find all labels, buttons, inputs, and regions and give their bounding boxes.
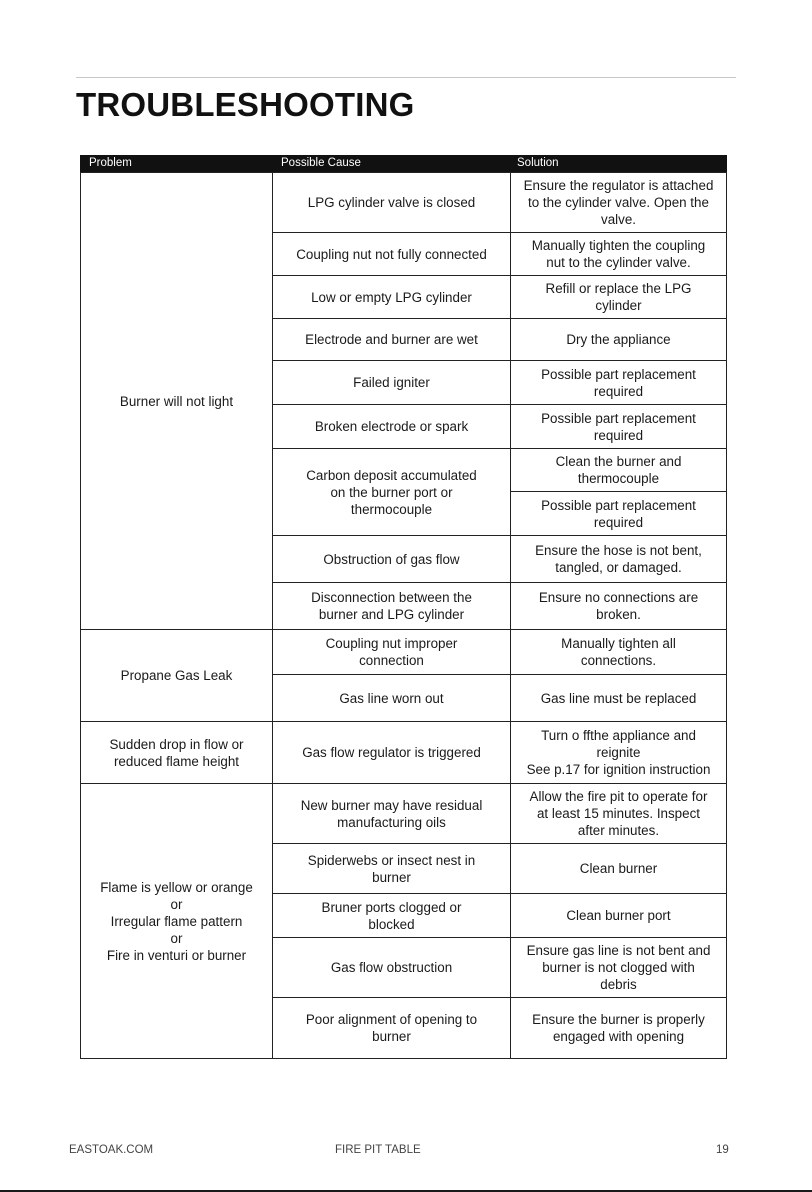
solution-cell: Ensure gas line is not bent and burner is not clogged with debris <box>510 937 727 998</box>
solution-cell: Possible part replacement required <box>510 404 727 449</box>
top-divider <box>76 77 736 78</box>
solution-cell: Possible part replacement required <box>510 360 727 405</box>
problem-cell: Flame is yellow or orange or Irregular flame pattern or Fire in venturi or burner <box>80 783 273 1059</box>
solution-cell: Ensure the regulator is attached to the cylinder valve. Open the valve. <box>510 172 727 233</box>
header-problem: Problem <box>80 155 272 172</box>
solution-cell: Clean burner port <box>510 893 727 938</box>
footer-product-name: FIRE PIT TABLE <box>335 1144 421 1156</box>
cause-cell: Gas flow regulator is triggered <box>272 721 511 784</box>
cause-cell: Gas flow obstruction <box>272 937 511 998</box>
cause-cell: Coupling nut not fully connected <box>272 232 511 276</box>
solution-cell: Allow the fire pit to operate for at least 15 minutes. Inspect after minutes. <box>510 783 727 844</box>
header-possible-cause: Possible Cause <box>272 155 510 172</box>
troubleshooting-table <box>80 155 727 1060</box>
solution-cell: Refill or replace the LPG cylinder <box>510 275 727 319</box>
header-solution: Solution <box>510 155 727 172</box>
footer-page-number: 19 <box>716 1144 729 1156</box>
cause-cell: Poor alignment of opening to burner <box>272 997 511 1059</box>
problem-cell: Sudden drop in flow or reduced flame height <box>80 721 273 784</box>
solution-cell: Turn o ffthe appliance and reignite See p.17 for ignition instruction <box>510 721 727 784</box>
footer-website: EASTOAK.COM <box>69 1144 154 1156</box>
problem-cell: Propane Gas Leak <box>80 629 273 722</box>
cause-cell: New burner may have residual manufacturing oils <box>272 783 511 844</box>
cause-cell: Broken electrode or spark <box>272 404 511 449</box>
cause-cell: Gas line worn out <box>272 674 511 722</box>
solution-cell: Dry the appliance <box>510 318 727 361</box>
cause-cell: Disconnection between the burner and LPG cylinder <box>272 582 511 630</box>
cause-cell: Bruner ports clogged or blocked <box>272 893 511 938</box>
problem-cell: Burner will not light <box>80 172 273 630</box>
solution-cell: Clean the burner and thermocouple <box>510 448 727 492</box>
solution-cell: Manually tighten all connections. <box>510 629 727 675</box>
cause-cell: Coupling nut improper connection <box>272 629 511 675</box>
solution-cell: Possible part replacement required <box>510 491 727 536</box>
cause-cell: Carbon deposit accumulated on the burner port or thermocouple <box>272 448 511 536</box>
solution-cell: Manually tighten the coupling nut to the cylinder valve. <box>510 232 727 276</box>
solution-cell: Clean burner <box>510 843 727 894</box>
cause-cell: Electrode and burner are wet <box>272 318 511 361</box>
solution-cell: Ensure no connections are broken. <box>510 582 727 630</box>
cause-cell: Spiderwebs or insect nest in burner <box>272 843 511 894</box>
cause-cell: LPG cylinder valve is closed <box>272 172 511 233</box>
cause-cell: Failed igniter <box>272 360 511 405</box>
solution-cell: Ensure the hose is not bent, tangled, or damaged. <box>510 535 727 583</box>
page-title: TROUBLESHOOTING <box>76 86 415 123</box>
solution-cell: Gas line must be replaced <box>510 674 727 722</box>
cause-cell: Obstruction of gas flow <box>272 535 511 583</box>
solution-cell: Ensure the burner is properly engaged with opening <box>510 997 727 1059</box>
cause-cell: Low or empty LPG cylinder <box>272 275 511 319</box>
